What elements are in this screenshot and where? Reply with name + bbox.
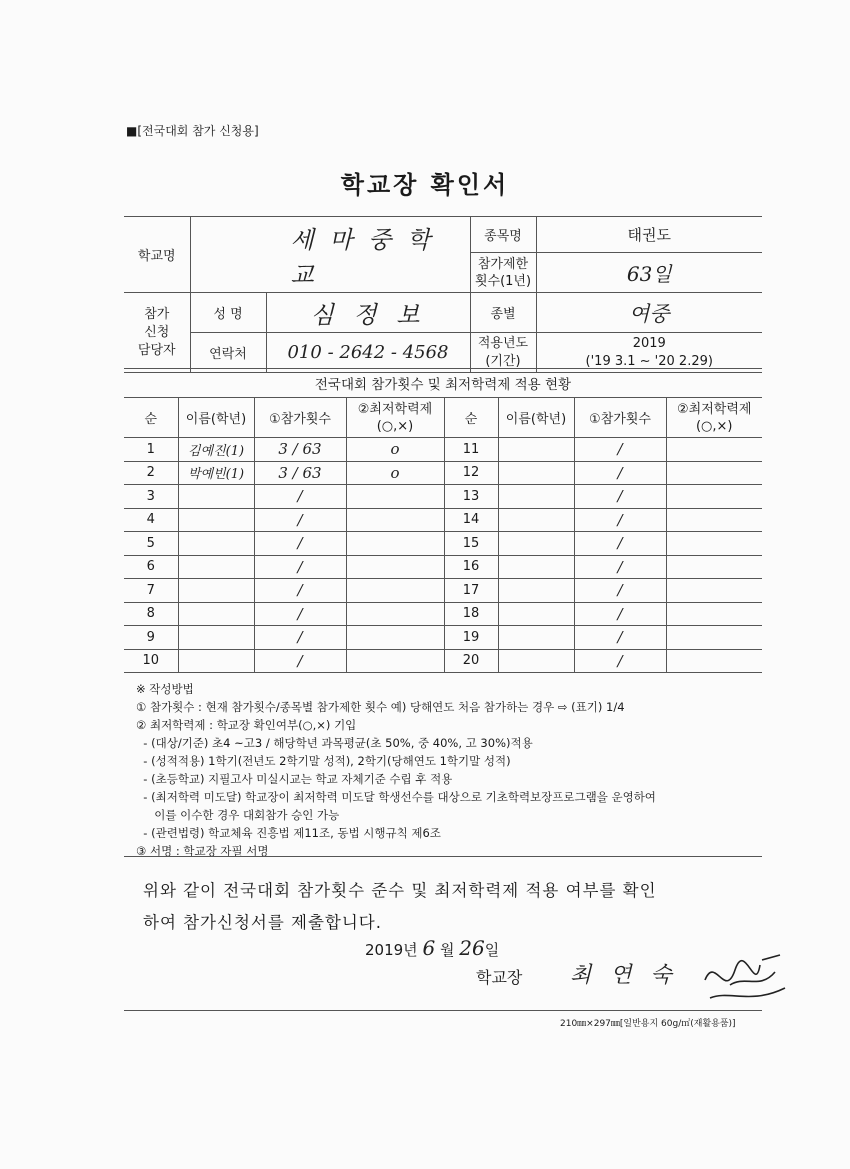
row-name bbox=[498, 626, 574, 650]
row-no: 18 bbox=[444, 602, 498, 626]
name-label: 성 명 bbox=[190, 293, 266, 333]
row-name bbox=[498, 649, 574, 673]
manager-label: 참가 신청 담당자 bbox=[124, 293, 190, 373]
status-table bbox=[124, 368, 762, 673]
row-name bbox=[498, 508, 574, 532]
contact-value: 010 - 2642 - 4568 bbox=[287, 342, 449, 363]
bottom-divider bbox=[124, 1010, 762, 1011]
row-name bbox=[178, 508, 254, 532]
row-min bbox=[346, 485, 444, 509]
row-count: / bbox=[254, 555, 346, 579]
col-count: ①참가횟수 bbox=[574, 398, 666, 438]
paper-spec: 210㎜×297㎜[일반용지 60g/㎡(재활용품)] bbox=[560, 1019, 736, 1029]
row-count: / bbox=[254, 626, 346, 650]
row-min bbox=[666, 626, 762, 650]
row-count: 3 / 63 bbox=[254, 461, 346, 485]
year-period: ('19 3.1 ~ '20 2.29) bbox=[585, 353, 713, 369]
date-year: 2019년 bbox=[365, 941, 418, 959]
row-min bbox=[346, 555, 444, 579]
date-day-label: 일 bbox=[484, 941, 500, 959]
row-count: / bbox=[574, 461, 666, 485]
row-count: / bbox=[254, 485, 346, 509]
principal-label: 학교장 bbox=[476, 968, 523, 987]
note-line: ③ 서명 : 학교장 자필 서명 bbox=[136, 844, 269, 858]
confirmation-statement bbox=[143, 875, 763, 939]
row-no: 10 bbox=[124, 649, 178, 673]
school-value: 세 마 중 학 교 bbox=[290, 225, 435, 289]
note-line: - (최저학력 미도달) 학교장이 최저학력 미도달 학생선수를 대상으로 기초학력보장프로그램을 운영하여 bbox=[136, 790, 656, 804]
note-line: ※ 작성방법 bbox=[136, 682, 194, 696]
row-name bbox=[498, 579, 574, 603]
row-no: 15 bbox=[444, 532, 498, 556]
date-month-label: 월 bbox=[439, 941, 455, 959]
row-min: o bbox=[346, 438, 444, 462]
note-line: ② 최저학력제 : 학교장 확인여부(○,×) 기입 bbox=[136, 718, 357, 732]
row-min bbox=[666, 461, 762, 485]
row-count: / bbox=[574, 485, 666, 509]
row-no: 3 bbox=[124, 485, 178, 509]
document-title: 학교장 확인서 bbox=[340, 171, 510, 199]
col-min: ②최저학력제 (○,×) bbox=[666, 398, 762, 438]
category-value: 여중 bbox=[628, 301, 670, 326]
table-row bbox=[124, 626, 762, 650]
instructions bbox=[136, 680, 766, 860]
table-row bbox=[124, 532, 762, 556]
col-min: ②최저학력제 (○,×) bbox=[346, 398, 444, 438]
row-count: / bbox=[574, 626, 666, 650]
row-name: 김예진(1) bbox=[178, 438, 254, 462]
note-line: - (성적적용) 1학기(전년도 2학기말 성적), 2학기(당해연도 1학기말 성적) bbox=[136, 754, 511, 768]
row-min: o bbox=[346, 461, 444, 485]
row-min bbox=[666, 579, 762, 603]
principal-name: 최 연 숙 bbox=[570, 963, 678, 988]
category-label: 종별 bbox=[470, 293, 536, 333]
year-value: 2019 bbox=[632, 335, 666, 351]
row-no: 17 bbox=[444, 579, 498, 603]
row-no: 14 bbox=[444, 508, 498, 532]
row-min bbox=[346, 649, 444, 673]
col-name: 이름(학년) bbox=[498, 398, 574, 438]
status-caption: 전국대회 참가횟수 및 최저학력제 적용 현황 bbox=[124, 369, 762, 398]
row-no: 12 bbox=[444, 461, 498, 485]
row-name bbox=[178, 626, 254, 650]
event-value: 태권도 bbox=[536, 217, 762, 253]
col-name: 이름(학년) bbox=[178, 398, 254, 438]
row-min bbox=[346, 602, 444, 626]
row-min bbox=[666, 555, 762, 579]
table-row bbox=[124, 508, 762, 532]
row-min bbox=[346, 579, 444, 603]
limit-value: 63일 bbox=[626, 262, 672, 286]
row-min bbox=[346, 508, 444, 532]
row-name bbox=[178, 649, 254, 673]
row-min bbox=[666, 438, 762, 462]
row-name bbox=[498, 485, 574, 509]
row-no: 2 bbox=[124, 461, 178, 485]
row-min bbox=[346, 626, 444, 650]
note-line: - (대상/기준) 초4 ~고3 / 해당학년 과목평균(초 50%, 중 40%, 고 30%)적용 bbox=[136, 736, 533, 750]
limit-label: 참가제한 횟수(1년) bbox=[470, 253, 536, 293]
statement-line: 위와 같이 전국대회 참가횟수 준수 및 최저학력제 적용 여부를 확인 bbox=[143, 881, 657, 900]
row-min bbox=[346, 532, 444, 556]
row-count: / bbox=[254, 602, 346, 626]
row-name bbox=[498, 602, 574, 626]
note-line: ① 참가횟수 : 현재 참가횟수/종목별 참가제한 횟수 예) 당해연도 처음 참가하는 경우 ⇨ (표기) 1/4 bbox=[136, 700, 625, 714]
col-no: 순 bbox=[444, 398, 498, 438]
form-type-label: ■[전국대회 참가 신청용] bbox=[126, 124, 259, 138]
row-name bbox=[498, 438, 574, 462]
row-name bbox=[178, 602, 254, 626]
table-row bbox=[124, 555, 762, 579]
row-min bbox=[666, 485, 762, 509]
contact-label: 연락처 bbox=[190, 333, 266, 373]
row-no: 5 bbox=[124, 532, 178, 556]
row-name bbox=[178, 485, 254, 509]
note-line: - (초등학교) 지필고사 미실시교는 학교 자체기준 수립 후 적용 bbox=[136, 772, 453, 786]
row-no: 20 bbox=[444, 649, 498, 673]
row-min bbox=[666, 602, 762, 626]
row-no: 19 bbox=[444, 626, 498, 650]
table-row bbox=[124, 579, 762, 603]
row-min bbox=[666, 508, 762, 532]
row-count: / bbox=[574, 438, 666, 462]
date-month: 6 bbox=[422, 936, 436, 960]
row-no: 11 bbox=[444, 438, 498, 462]
statement-line: 하여 참가신청서를 제출합니다. bbox=[143, 913, 382, 932]
row-no: 6 bbox=[124, 555, 178, 579]
table-row bbox=[124, 485, 762, 509]
row-count: 3 / 63 bbox=[254, 438, 346, 462]
row-no: 8 bbox=[124, 602, 178, 626]
row-name: 박예빈(1) bbox=[178, 461, 254, 485]
info-table bbox=[124, 216, 762, 373]
row-count: / bbox=[254, 532, 346, 556]
row-no: 1 bbox=[124, 438, 178, 462]
table-row bbox=[124, 461, 762, 485]
note-line: 이를 이수한 경우 대회참가 승인 가능 bbox=[136, 808, 340, 822]
row-name bbox=[178, 555, 254, 579]
row-name bbox=[178, 579, 254, 603]
principal-signature bbox=[700, 950, 790, 1010]
row-min bbox=[666, 532, 762, 556]
row-count: / bbox=[574, 508, 666, 532]
row-name bbox=[498, 532, 574, 556]
divider bbox=[124, 856, 762, 857]
date-day: 26 bbox=[459, 936, 485, 960]
row-count: / bbox=[574, 649, 666, 673]
event-label: 종목명 bbox=[470, 217, 536, 253]
row-name bbox=[178, 532, 254, 556]
note-line: - (관련법령) 학교체육 진흥법 제11조, 동법 시행규칙 제6조 bbox=[136, 826, 441, 840]
row-count: / bbox=[254, 649, 346, 673]
school-label: 학교명 bbox=[124, 217, 190, 293]
year-label: 적용년도 (기간) bbox=[470, 333, 536, 373]
row-no: 16 bbox=[444, 555, 498, 579]
signature-date bbox=[365, 936, 499, 960]
row-min bbox=[666, 649, 762, 673]
table-row bbox=[124, 438, 762, 462]
row-name bbox=[498, 461, 574, 485]
row-count: / bbox=[574, 579, 666, 603]
row-count: / bbox=[574, 532, 666, 556]
row-no: 7 bbox=[124, 579, 178, 603]
name-value: 심 정 보 bbox=[310, 301, 426, 329]
table-row bbox=[124, 649, 762, 673]
col-count: ①참가횟수 bbox=[254, 398, 346, 438]
row-count: / bbox=[574, 555, 666, 579]
row-no: 9 bbox=[124, 626, 178, 650]
row-no: 4 bbox=[124, 508, 178, 532]
table-row bbox=[124, 602, 762, 626]
row-count: / bbox=[574, 602, 666, 626]
row-count: / bbox=[254, 508, 346, 532]
row-no: 13 bbox=[444, 485, 498, 509]
row-name bbox=[498, 555, 574, 579]
col-no: 순 bbox=[124, 398, 178, 438]
row-count: / bbox=[254, 579, 346, 603]
